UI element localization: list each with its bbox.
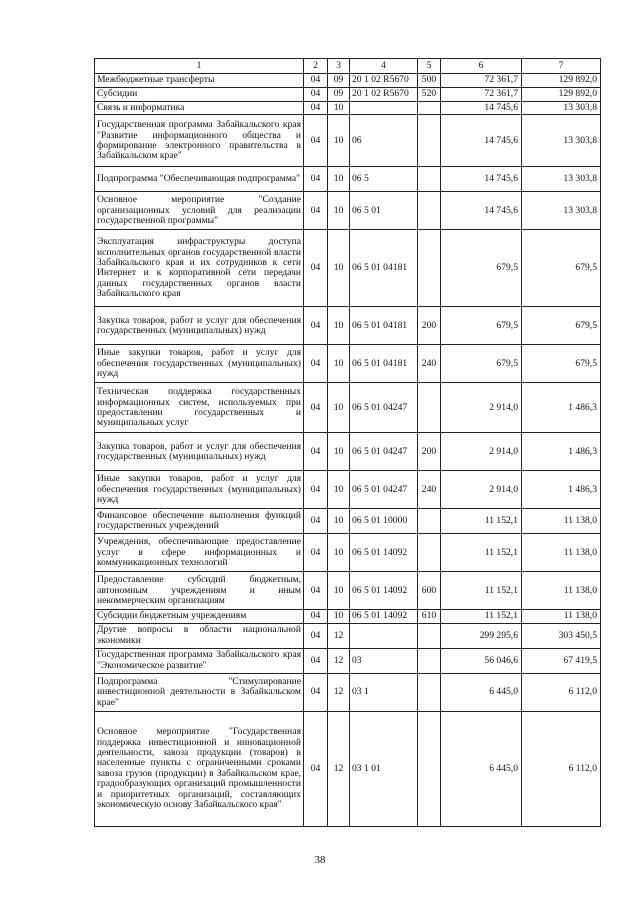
subsection-code: 10 — [328, 167, 350, 192]
expense-type-code — [418, 192, 441, 230]
target-article-code — [350, 102, 418, 115]
table-row — [95, 509, 601, 534]
table-body — [95, 59, 601, 827]
expense-type-code: 240 — [418, 345, 441, 383]
target-article-code: 03 — [350, 648, 418, 673]
target-article-code: 06 5 01 04247 — [350, 433, 418, 471]
header-cell: 7 — [522, 59, 601, 74]
amount-2020: 679,5 — [522, 307, 601, 345]
table-row — [95, 648, 601, 673]
item-name: Другие вопросы в области национальной экономики — [95, 623, 304, 648]
section-code: 04 — [304, 192, 328, 230]
page-number: 38 — [314, 854, 326, 866]
section-code: 04 — [304, 102, 328, 115]
amount-2020: 1 486,3 — [522, 471, 601, 509]
subsection-code: 10 — [328, 345, 350, 383]
amount-2020: 13 303,8 — [522, 167, 601, 192]
header-cell: 2 — [304, 59, 328, 74]
amount-2019: 11 152,1 — [441, 610, 522, 623]
item-name: Техническая поддержка государственных информационных систем, используемых при предоставлении государственных и муниципальных услуг — [95, 383, 304, 433]
amount-2020: 13 303,8 — [522, 192, 601, 230]
subsection-code: 10 — [328, 610, 350, 623]
table-row — [95, 88, 601, 102]
section-code: 04 — [304, 88, 328, 102]
section-code: 04 — [304, 610, 328, 623]
amount-2020: 67 419,5 — [522, 648, 601, 673]
subsection-code: 10 — [328, 230, 350, 307]
subsection-code: 12 — [328, 623, 350, 648]
section-code: 04 — [304, 345, 328, 383]
table-row — [95, 572, 601, 610]
subsection-code: 09 — [328, 74, 350, 88]
amount-2019: 14 745,6 — [441, 115, 522, 167]
target-article-code: 06 5 01 04181 — [350, 345, 418, 383]
section-code: 04 — [304, 433, 328, 471]
target-article-code: 06 5 01 — [350, 192, 418, 230]
table-row — [95, 74, 601, 88]
target-article-code: 06 5 01 04247 — [350, 383, 418, 433]
amount-2020: 679,5 — [522, 345, 601, 383]
table-row — [95, 307, 601, 345]
expense-type-code — [418, 648, 441, 673]
item-name: Основное мероприятие "Государственная поддержка инвестиционной и инновационной деятельности, завоза продукции (товаров) в населенные пункты с ограниченными сроками завоза грузов (продукции) в Забайкальском крае, градообразующих организаций промышленности и приоритетных организаций, составляющих экономическую основу Забайкальского края" — [95, 711, 304, 826]
section-code: 04 — [304, 167, 328, 192]
expense-type-code: 520 — [418, 88, 441, 102]
amount-2019: 6 445,0 — [441, 711, 522, 826]
item-name: Иные закупки товаров, работ и услуг для обеспечения государственных (муниципальных) нужд — [95, 345, 304, 383]
subsection-code: 10 — [328, 192, 350, 230]
amount-2019: 11 152,1 — [441, 572, 522, 610]
header-cell: 4 — [350, 59, 418, 74]
amount-2019: 11 152,1 — [441, 509, 522, 534]
amount-2019: 2 914,0 — [441, 383, 522, 433]
subsection-code: 09 — [328, 88, 350, 102]
target-article-code: 06 5 01 14092 — [350, 534, 418, 572]
section-code: 04 — [304, 471, 328, 509]
section-code: 04 — [304, 711, 328, 826]
expense-type-code: 610 — [418, 610, 441, 623]
target-article-code: 06 5 01 04247 — [350, 471, 418, 509]
amount-2019: 56 046,6 — [441, 648, 522, 673]
subsection-code: 10 — [328, 534, 350, 572]
section-code: 04 — [304, 383, 328, 433]
section-code: 04 — [304, 509, 328, 534]
amount-2019: 72 361,7 — [441, 88, 522, 102]
section-code: 04 — [304, 115, 328, 167]
target-article-code: 03 1 01 — [350, 711, 418, 826]
item-name: Предоставление субсидий бюджетным, автономным учреждениям и иным некоммерческим организациям — [95, 572, 304, 610]
section-code: 04 — [304, 74, 328, 88]
budget-table — [94, 58, 601, 827]
expense-type-code: 600 — [418, 572, 441, 610]
amount-2019: 679,5 — [441, 307, 522, 345]
subsection-code: 10 — [328, 471, 350, 509]
section-code: 04 — [304, 230, 328, 307]
item-name: Субсидии бюджетным учреждениям — [95, 610, 304, 623]
expense-type-code: 200 — [418, 433, 441, 471]
amount-2019: 11 152,1 — [441, 534, 522, 572]
section-code: 04 — [304, 572, 328, 610]
target-article-code: 06 5 01 10000 — [350, 509, 418, 534]
expense-type-code: 500 — [418, 74, 441, 88]
subsection-code: 10 — [328, 433, 350, 471]
item-name: Государственная программа Забайкальского края "Развитие информационного общества и формирование электронного правительства в Забайкальском крае" — [95, 115, 304, 167]
section-code: 04 — [304, 648, 328, 673]
subsection-code: 10 — [328, 307, 350, 345]
amount-2019: 14 745,6 — [441, 102, 522, 115]
amount-2019: 14 745,6 — [441, 192, 522, 230]
subsection-code: 10 — [328, 509, 350, 534]
item-name: Государственная программа Забайкальского края "Экономическое развитие" — [95, 648, 304, 673]
target-article-code: 06 5 — [350, 167, 418, 192]
amount-2020: 11 138,0 — [522, 572, 601, 610]
table-row — [95, 433, 601, 471]
table-row — [95, 192, 601, 230]
item-name: Межбюджетные трансферты — [95, 74, 304, 88]
amount-2020: 129 892,0 — [522, 88, 601, 102]
header-cell: 5 — [418, 59, 441, 74]
item-name: Закупка товаров, работ и услуг для обеспечения государственных (муниципальных) нужд — [95, 307, 304, 345]
amount-2019: 6 445,0 — [441, 673, 522, 711]
target-article-code: 06 5 01 14092 — [350, 610, 418, 623]
section-code: 04 — [304, 623, 328, 648]
amount-2019: 2 914,0 — [441, 471, 522, 509]
subsection-code: 12 — [328, 711, 350, 826]
subsection-code: 10 — [328, 572, 350, 610]
table-row — [95, 345, 601, 383]
amount-2020: 11 138,0 — [522, 610, 601, 623]
amount-2020: 11 138,0 — [522, 509, 601, 534]
subsection-code: 12 — [328, 648, 350, 673]
item-name: Связь и информатика — [95, 102, 304, 115]
target-article-code: 20 1 02 R5670 — [350, 88, 418, 102]
expense-type-code — [418, 115, 441, 167]
table-row — [95, 383, 601, 433]
amount-2019: 72 361,7 — [441, 74, 522, 88]
expense-type-code: 200 — [418, 307, 441, 345]
subsection-code: 10 — [328, 383, 350, 433]
target-article-code — [350, 623, 418, 648]
expense-type-code — [418, 509, 441, 534]
table-row — [95, 673, 601, 711]
table-row — [95, 115, 601, 167]
target-article-code: 06 5 01 14092 — [350, 572, 418, 610]
table-row — [95, 471, 601, 509]
header-cell: 6 — [441, 59, 522, 74]
amount-2019: 679,5 — [441, 230, 522, 307]
subsection-code: 10 — [328, 102, 350, 115]
expense-type-code — [418, 673, 441, 711]
amount-2019: 14 745,6 — [441, 167, 522, 192]
target-article-code: 06 — [350, 115, 418, 167]
item-name: Финансовое обеспечение выполнения функций государственных учреждений — [95, 509, 304, 534]
amount-2020: 13 303,8 — [522, 102, 601, 115]
table-row — [95, 623, 601, 648]
item-name: Иные закупки товаров, работ и услуг для обеспечения государственных (муниципальных) нужд — [95, 471, 304, 509]
amount-2020: 1 486,3 — [522, 383, 601, 433]
amount-2020: 129 892,0 — [522, 74, 601, 88]
header-cell: 3 — [328, 59, 350, 74]
item-name: Субсидии — [95, 88, 304, 102]
item-name: Эксплуатация инфраструктуры доступа исполнительных органов государственной власти Забайкальского края и их сотрудников к сети Интернет и к корпоративной сети передачи данных государственных органов власти Забайкальского края — [95, 230, 304, 307]
subsection-code: 10 — [328, 115, 350, 167]
item-name: Подпрограмма "Обеспечивающая подпрограмма" — [95, 167, 304, 192]
amount-2019: 679,5 — [441, 345, 522, 383]
table-row — [95, 534, 601, 572]
section-code: 04 — [304, 673, 328, 711]
table-row — [95, 167, 601, 192]
amount-2020: 303 450,5 — [522, 623, 601, 648]
amount-2020: 6 112,0 — [522, 673, 601, 711]
item-name: Учреждения, обеспечивающие предоставление услуг в сфере информационных и коммуникационных технологий — [95, 534, 304, 572]
amount-2019: 2 914,0 — [441, 433, 522, 471]
subsection-code: 12 — [328, 673, 350, 711]
expense-type-code — [418, 167, 441, 192]
amount-2020: 11 138,0 — [522, 534, 601, 572]
table-row — [95, 711, 601, 826]
item-name: Подпрограмма "Стимулирование инвестиционной деятельности в Забайкальском крае" — [95, 673, 304, 711]
expense-type-code — [418, 623, 441, 648]
item-name: Основное мероприятие "Создание организационных условий для реализации государственной программы" — [95, 192, 304, 230]
section-code: 04 — [304, 307, 328, 345]
target-article-code: 20 1 02 R5670 — [350, 74, 418, 88]
header-row — [95, 59, 601, 74]
expense-type-code: 240 — [418, 471, 441, 509]
expense-type-code — [418, 102, 441, 115]
amount-2020: 1 486,3 — [522, 433, 601, 471]
target-article-code: 06 5 01 04181 — [350, 307, 418, 345]
table-row — [95, 102, 601, 115]
item-name: Закупка товаров, работ и услуг для обеспечения государственных (муниципальных) нужд — [95, 433, 304, 471]
header-cell: 1 — [95, 59, 304, 74]
expense-type-code — [418, 230, 441, 307]
target-article-code: 03 1 — [350, 673, 418, 711]
table-row — [95, 230, 601, 307]
expense-type-code — [418, 534, 441, 572]
expense-type-code — [418, 711, 441, 826]
section-code: 04 — [304, 534, 328, 572]
expense-type-code — [418, 383, 441, 433]
amount-2020: 13 303,8 — [522, 115, 601, 167]
amount-2019: 299 295,6 — [441, 623, 522, 648]
amount-2020: 6 112,0 — [522, 711, 601, 826]
target-article-code: 06 5 01 04181 — [350, 230, 418, 307]
table-row — [95, 610, 601, 623]
amount-2020: 679,5 — [522, 230, 601, 307]
